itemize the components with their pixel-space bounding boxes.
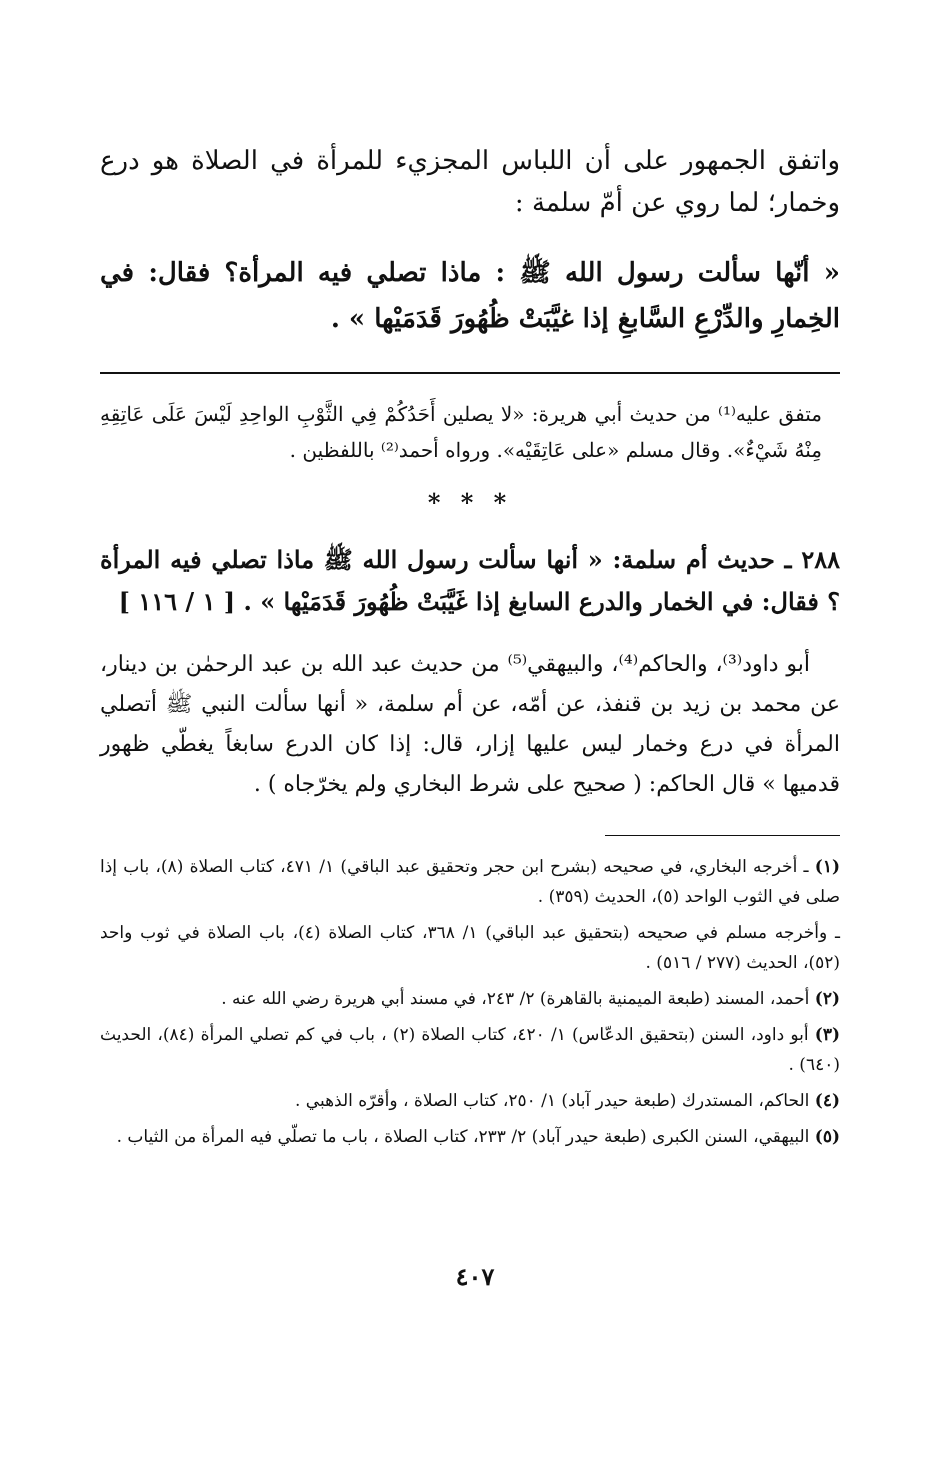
commentary-paragraph: متفق عليه⁽¹⁾ من حديث أبي هريرة: «لا يصلين أَحَدُكُمْ فِي الثَّوْبِ الواحِدِ لَيْسَ عَلَى عَاتِقِهِ مِنْهُ شَيْءٌ». وقال مسلم «على عَاتِقَيْه». ورواه أحمد⁽²⁾ باللفظين . (100, 402, 822, 462)
footnote-item (100, 852, 840, 912)
footnote-item (100, 1020, 840, 1080)
section-divider (100, 372, 840, 374)
footnote-number: (٥) (814, 1127, 840, 1147)
separator-stars: * * * (427, 488, 513, 517)
footnote-item (100, 918, 840, 978)
quote-paragraph: « أنّها سألت رسول الله ﷺ : ماذا تصلي فيه المرأة؟ فقال: في الخِمارِ والدِّرْعِ السَّابغِ إذا غيَّبَتْ ظُهُورَ قَدَمَيْها » . (100, 258, 840, 334)
footnote-text: ـ أخرجه البخاري، في صحيحه (بشرح ابن حجر وتحقيق عبد الباقي) ١/ ٤٧١، كتاب الصلاة (٨)، باب إذا صلى في الثوب الواحد (٥)، الحديث (٣٥٩) . (100, 857, 840, 907)
footnote-number: (٢) (814, 989, 840, 1009)
intro-paragraph: واتفق الجمهور على أن اللباس المجزيء للمرأة في الصلاة هو درع وخمار؛ لما روي عن أمّ سلمة : (100, 146, 840, 218)
footnote-text: أبو داود، السنن (بتحقيق الدعّاس) ١/ ٤٢٠، كتاب الصلاة (٢) ، باب في كم تصلي المرأة (٨٤)، الحديث (٦٤٠) . (100, 1025, 840, 1075)
page-number: ٤٠٧ (455, 1262, 495, 1291)
footnote-number: (١) (814, 857, 841, 877)
footnote-number: (٤) (814, 1091, 840, 1111)
footnote-item (100, 1122, 840, 1152)
footnote-item (100, 984, 840, 1014)
footnote-number: (٣) (814, 1025, 840, 1045)
footnote-divider (605, 835, 840, 836)
footnote-text: البيهقي، السنن الكبرى (طبعة حيدر آباد) ٢/ ٢٣٣، كتاب الصلاة ، باب ما تصلّي فيه المرأة من الثياب . (116, 1127, 810, 1147)
footnote-text: ـ وأخرجه مسلم في صحيحه (بتحقيق عبد الباقي) ١/ ٣٦٨، كتاب الصلاة (٤)، باب الصلاة في ثوب واحد (٥٢)، الحديث (٢٧٧ / ٥١٦) . (100, 923, 840, 973)
page-body (100, 140, 840, 1158)
footnote-item (100, 1086, 840, 1116)
footnote-list (100, 852, 840, 1152)
takhrij-paragraph: أبو داود⁽³⁾، والحاكم⁽⁴⁾، والبيهقي⁽⁵⁾ من حديث عبد الله بن عبد الرحمٰن بن دينار، عن محمد بن زيد بن قنفذ، عن أمّه، عن أم سلمة، « أنها سألت النبي ﷺ أتصلي المرأة في درع وخمار ليس عليها إزار، قال: إذا كان الدرع سابغاً يغطّي ظهور قدميها » قال الحاكم: ( صحيح على شرط البخاري ولم يخرّجاه ) . (100, 652, 840, 797)
footnote-text: أحمد، المسند (طبعة الميمنية بالقاهرة) ٢/ ٢٤٣، في مسند أبي هريرة رضي الله عنه . (221, 989, 810, 1009)
hadith-paragraph: ٢٨٨ ـ حديث أم سلمة: « أنها سألت رسول الله ﷺ ماذا تصلي فيه المرأة ؟ فقال: في الخمار والدرع السابغ إذا غَيَّبَتْ ظُهُورَ قَدَمَيْها » . [ ١ / ١١٦ ] (100, 545, 840, 616)
footnote-text: الحاكم، المستدرك (طبعة حيدر آباد) ١/ ٢٥٠، كتاب الصلاة ، وأقرّه الذهبي . (294, 1091, 810, 1111)
